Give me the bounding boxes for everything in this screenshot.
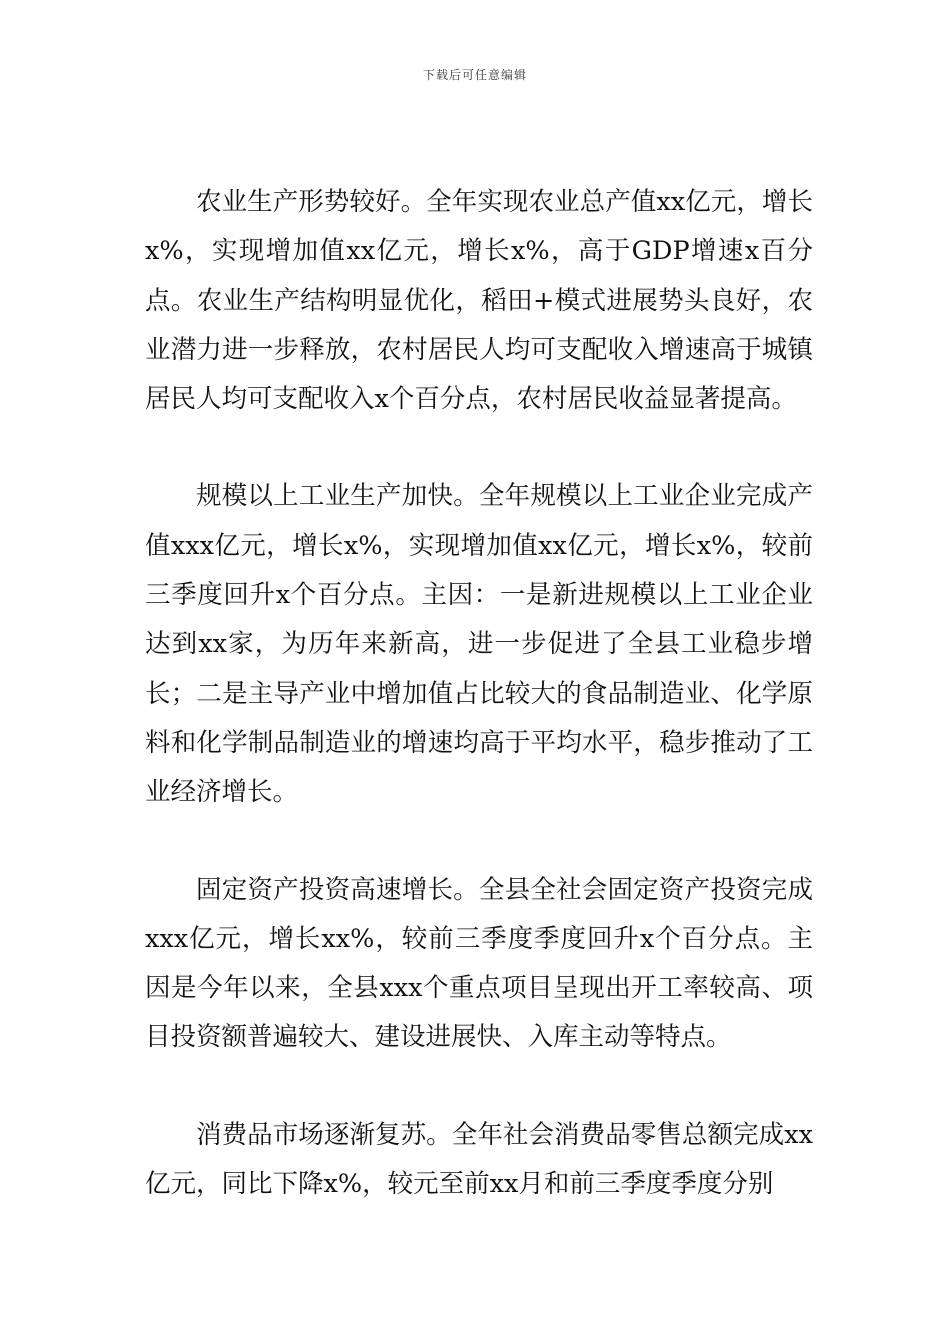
- paragraph-investment: 固定资产投资高速增长。全县全社会固定资产投资完成xxx亿元，增长xx%，较前三季度季度回升x个百分点。主因是今年以来，全县xxx个重点项目呈现出开工率较高、项目投资额普遍较大、建设进展快、入库主动等特点。: [145, 874, 813, 1053]
- header-note: 下载后可任意编辑: [422, 68, 527, 82]
- paragraph-consumption: 消费品市场逐渐复苏。全年社会消费品零售总额完成xx亿元，同比下降x%，较元至前xx月和前三季度季度分别: [145, 1119, 813, 1200]
- paragraph-industry: 规模以上工业生产加快。全年规模以上工业企业完成产值xxx亿元，增长x%，实现增加值xx亿元，增长x%，较前三季度回升x个百分点。主因：一是新进规模以上工业企业达到xx家，为历年来新高，进一步促进了全县工业稳步增长；二是主导产业中增加值占比较大的食品制造业、化学原料和化学制品制造业的增速均高于平均水平，稳步推动了工业经济增长。: [145, 481, 813, 808]
- document-body: [145, 178, 813, 1209]
- paragraph-agriculture: 农业生产形势较好。全年实现农业总产值xx亿元，增长x%，实现增加值xx亿元，增长x%，高于GDP增速x百分点。农业生产结构明显优化，稻田+模式进展势头良好，农业潜力进一步释放，农村居民人均可支配收入增速高于城镇居民人均可支配收入x个百分点，农村居民收益显著提高。: [145, 187, 813, 415]
